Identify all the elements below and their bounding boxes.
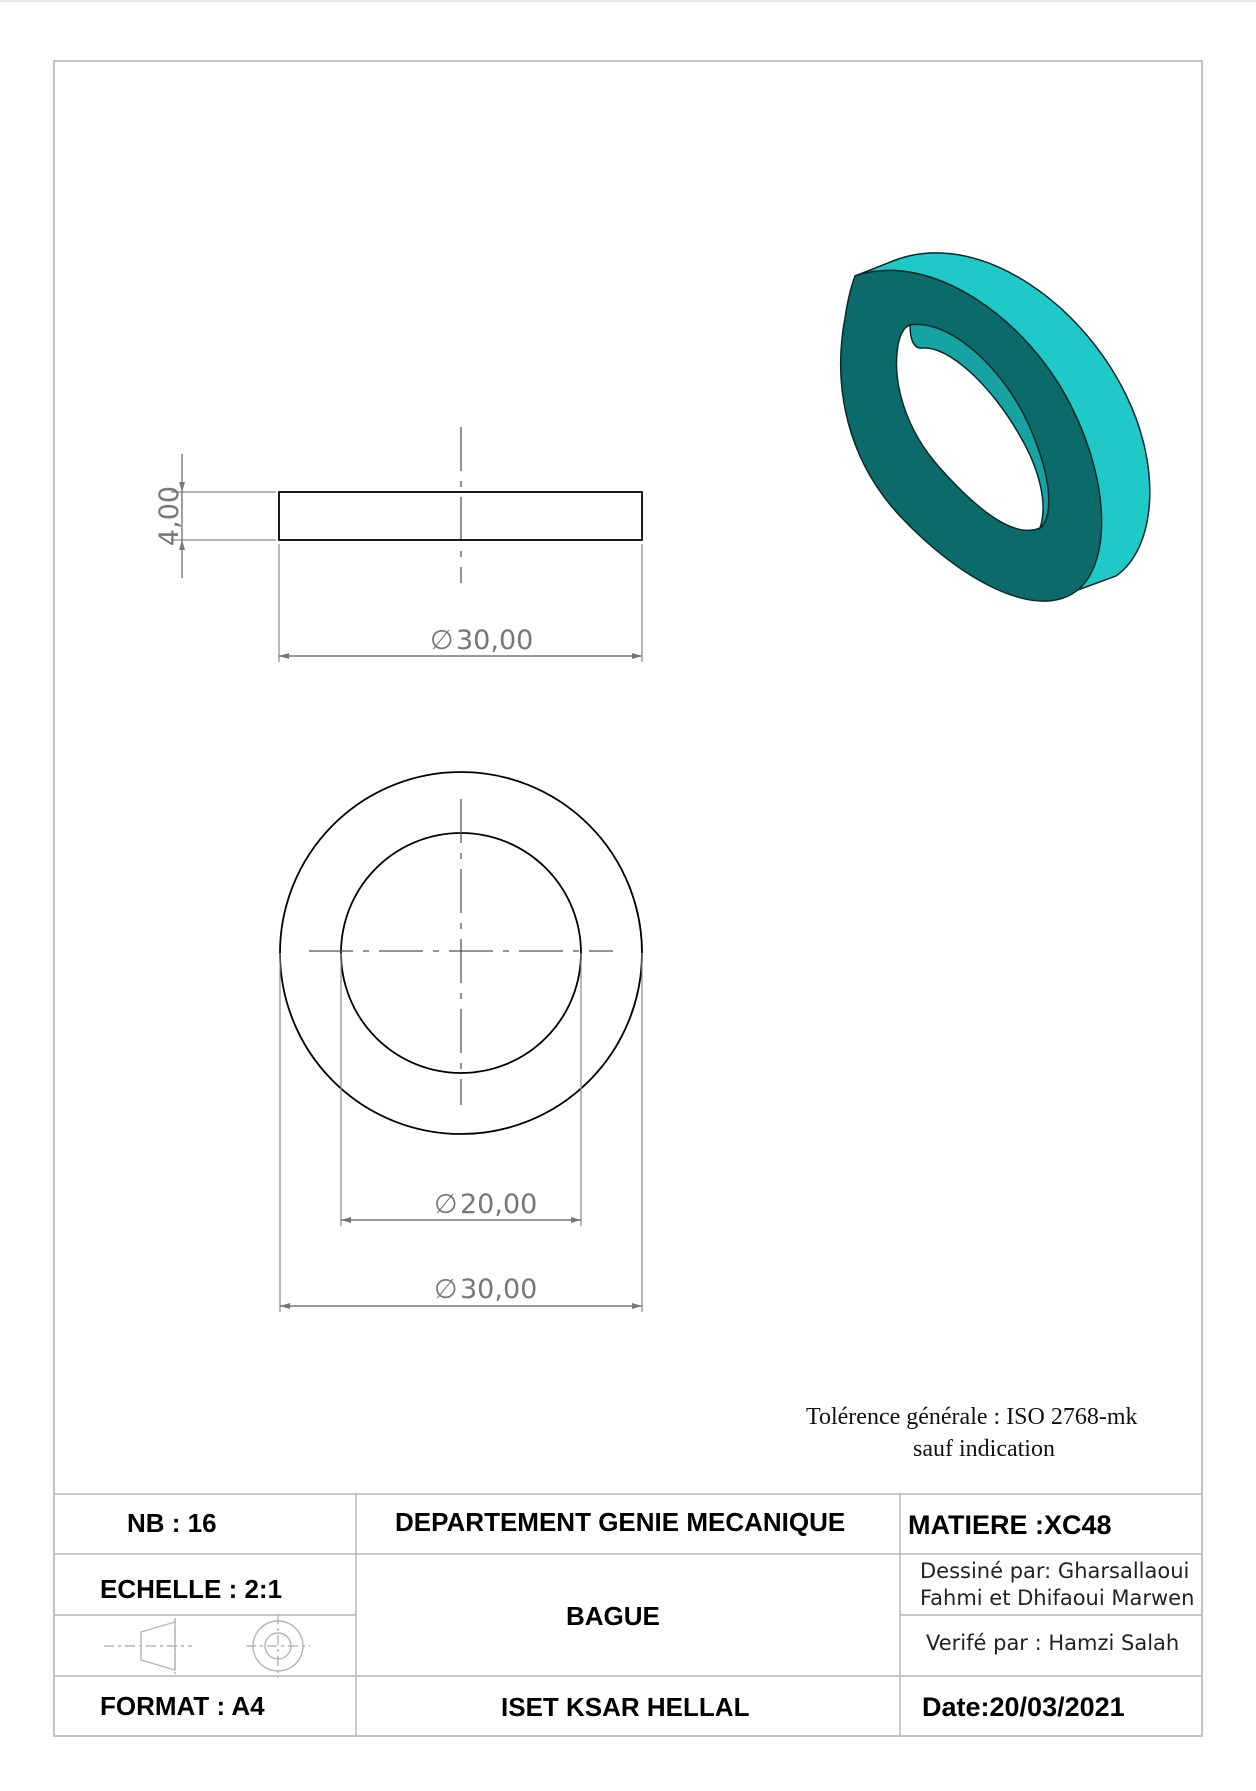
first-angle-projection-icon [104,1614,310,1678]
inner-diameter-dimension: 20,00 [460,1189,538,1220]
front-outer-diameter-dimension: 30,00 [460,1274,538,1305]
tolerance-note-line1: Tolérence générale : ISO 2768-mk [806,1404,1138,1430]
diameter-symbol: ∅ [434,1189,458,1220]
diameter-symbol: ∅ [434,1274,458,1305]
school-label: ISET KSAR HELLAL [501,1692,750,1722]
verifie-par-label: Verifé par : Hamzi Salah [926,1631,1180,1655]
format-label: FORMAT : A4 [100,1691,265,1721]
thickness-dimension: 4,00 [154,485,185,547]
echelle-label: ECHELLE : 2:1 [100,1574,283,1604]
date-label: Date:20/03/2021 [922,1692,1125,1722]
departement-label: DEPARTEMENT GENIE MECANIQUE [395,1507,846,1537]
dessine-par-line1: Dessiné par: Gharsallaoui [920,1559,1190,1583]
designation-label: BAGUE [566,1601,660,1631]
side-view [154,427,642,662]
title-block [54,1494,1202,1736]
front-view [280,772,642,1312]
nb-label: NB : 16 [127,1508,217,1538]
dessine-par-line2: Fahmi et Dhifaoui Marwen [920,1586,1195,1610]
matiere-label: MATIERE :XC48 [908,1510,1112,1540]
tolerance-note-line2: sauf indication [913,1436,1055,1462]
side-outer-diameter-dimension: 30,00 [456,625,534,656]
diameter-symbol: ∅ [430,625,454,656]
isometric-view [841,253,1150,601]
